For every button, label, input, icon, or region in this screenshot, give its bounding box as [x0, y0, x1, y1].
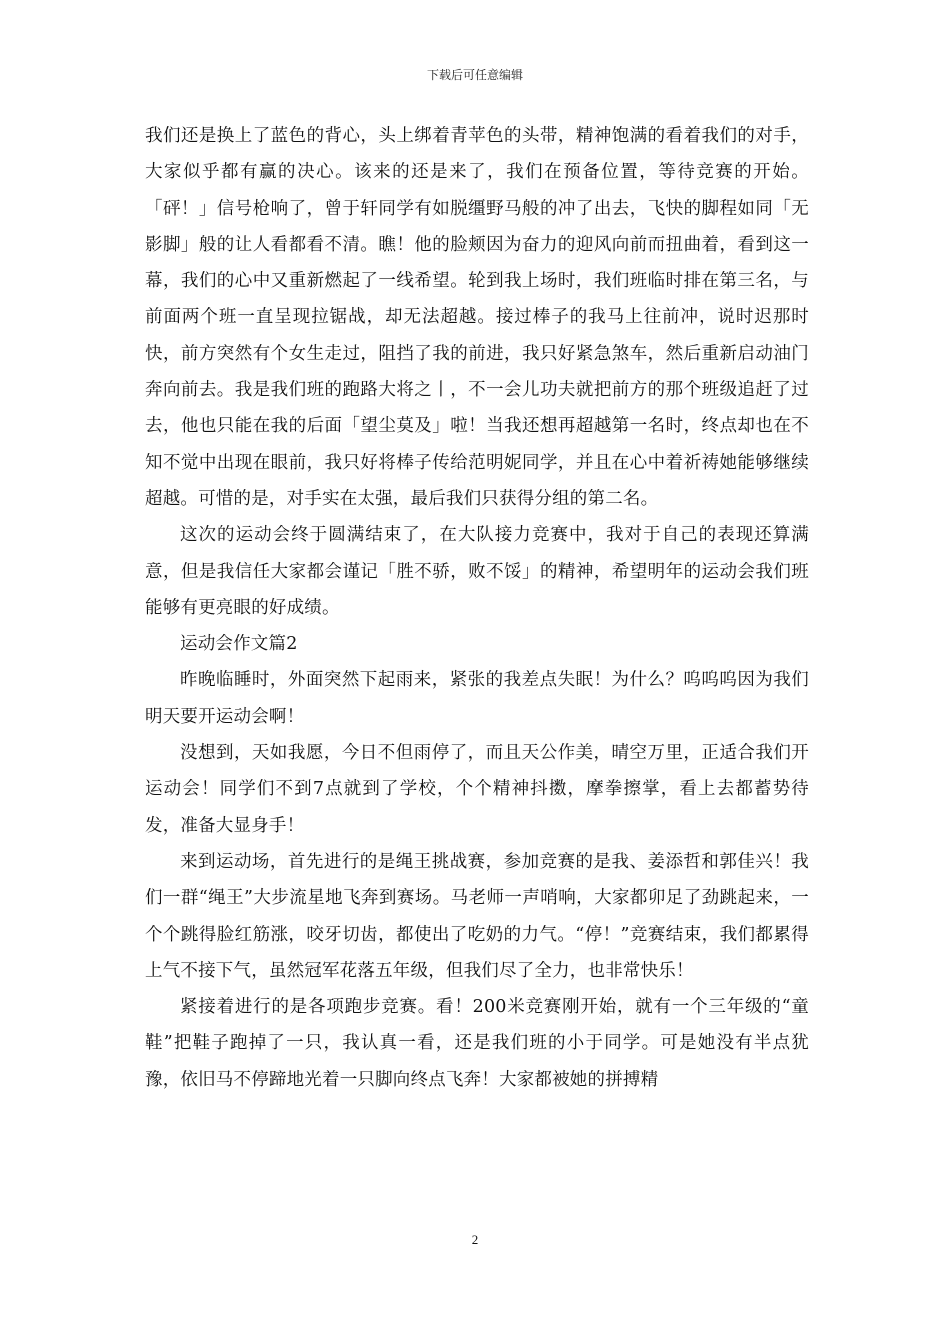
section-heading: 运动会作文篇2 — [180, 634, 298, 655]
paragraph-6: 紧接着进行的是各项跑步竞赛。看！200米竞赛刚开始，就有一个三年级的“童鞋”把鞋子跑掉了一只，我认真一看，还是我们班的小于同学。可是她没有半点犹豫，依旧马不停蹄地光着一只脚向终点飞奔！大家都被她的拼搏精 — [145, 997, 809, 1090]
page-number: 2 — [471, 1232, 479, 1247]
paragraph-3: 昨晚临睡时，外面突然下起雨来，紧张的我差点失眠！为什么？呜呜呜因为我们明天要开运动会啊！ — [145, 670, 809, 727]
paragraph-2: 这次的运动会终于圆满结束了，在大队接力竞赛中，我对于自己的表现还算满意，但是我信任大家都会谨记「胜不骄，败不馁」的精神，希望明年的运动会我们班能够有更亮眼的好成绩。 — [145, 525, 809, 618]
body-text — [145, 118, 809, 1098]
page-header: 下载后可任意编辑 — [426, 68, 523, 82]
paragraph-5: 来到运动场，首先进行的是绳王挑战赛，参加竞赛的是我、姜添哲和郭佳兴！我们一群“绳王”大步流星地飞奔到赛场。马老师一声哨响，大家都卯足了劲跳起来，一个个跳得脸红筋涨，咬牙切齿，都使出了吃奶的力气。“停！”竞赛结束，我们都累得上气不接下气，虽然冠军花落五年级，但我们尽了全力，也非常快乐！ — [145, 851, 809, 981]
paragraph-1: 我们还是换上了蓝色的背心，头上绑着青苹色的头带，精神饱满的看着我们的对手，大家似乎都有赢的决心。该来的还是来了，我们在预备位置，等待竞赛的开始。「砰！」信号枪响了，曾于轩同学有如脱缰野马般的冲了出去，飞快的脚程如同「无影脚」般的让人看都看不清。瞧！他的脸颊因为奋力的迎风向前而扭曲着，看到这一幕，我们的心中又重新燃起了一线希望。轮到我上场时，我们班临时排在第三名，与前面两个班一直呈现拉锯战，却无法超越。接过棒子的我马上往前冲，说时迟那时快，前方突然有个女生走过，阻挡了我的前进，我只好紧急煞车，然后重新启动油门奔向前去。我是我们班的跑路大将之丨，不一会儿功夫就把前方的那个班级追赶了过去，他也只能在我的后面「望尘莫及」啦！当我还想再超越第一名时，终点却也在不知不觉中出现在眼前，我只好将棒子传给范明妮同学，并且在心中着祈祷她能够继续超越。可惜的是，对手实在太强，最后我们只获得分组的第二名。 — [145, 126, 809, 509]
paragraph-4: 没想到，天如我愿，今日不但雨停了，而且天公作美，晴空万里，正适合我们开运动会！同学们不到7点就到了学校，个个精神抖擞，摩拳擦掌，看上去都蓄势待发，准备大显身手！ — [145, 743, 809, 836]
